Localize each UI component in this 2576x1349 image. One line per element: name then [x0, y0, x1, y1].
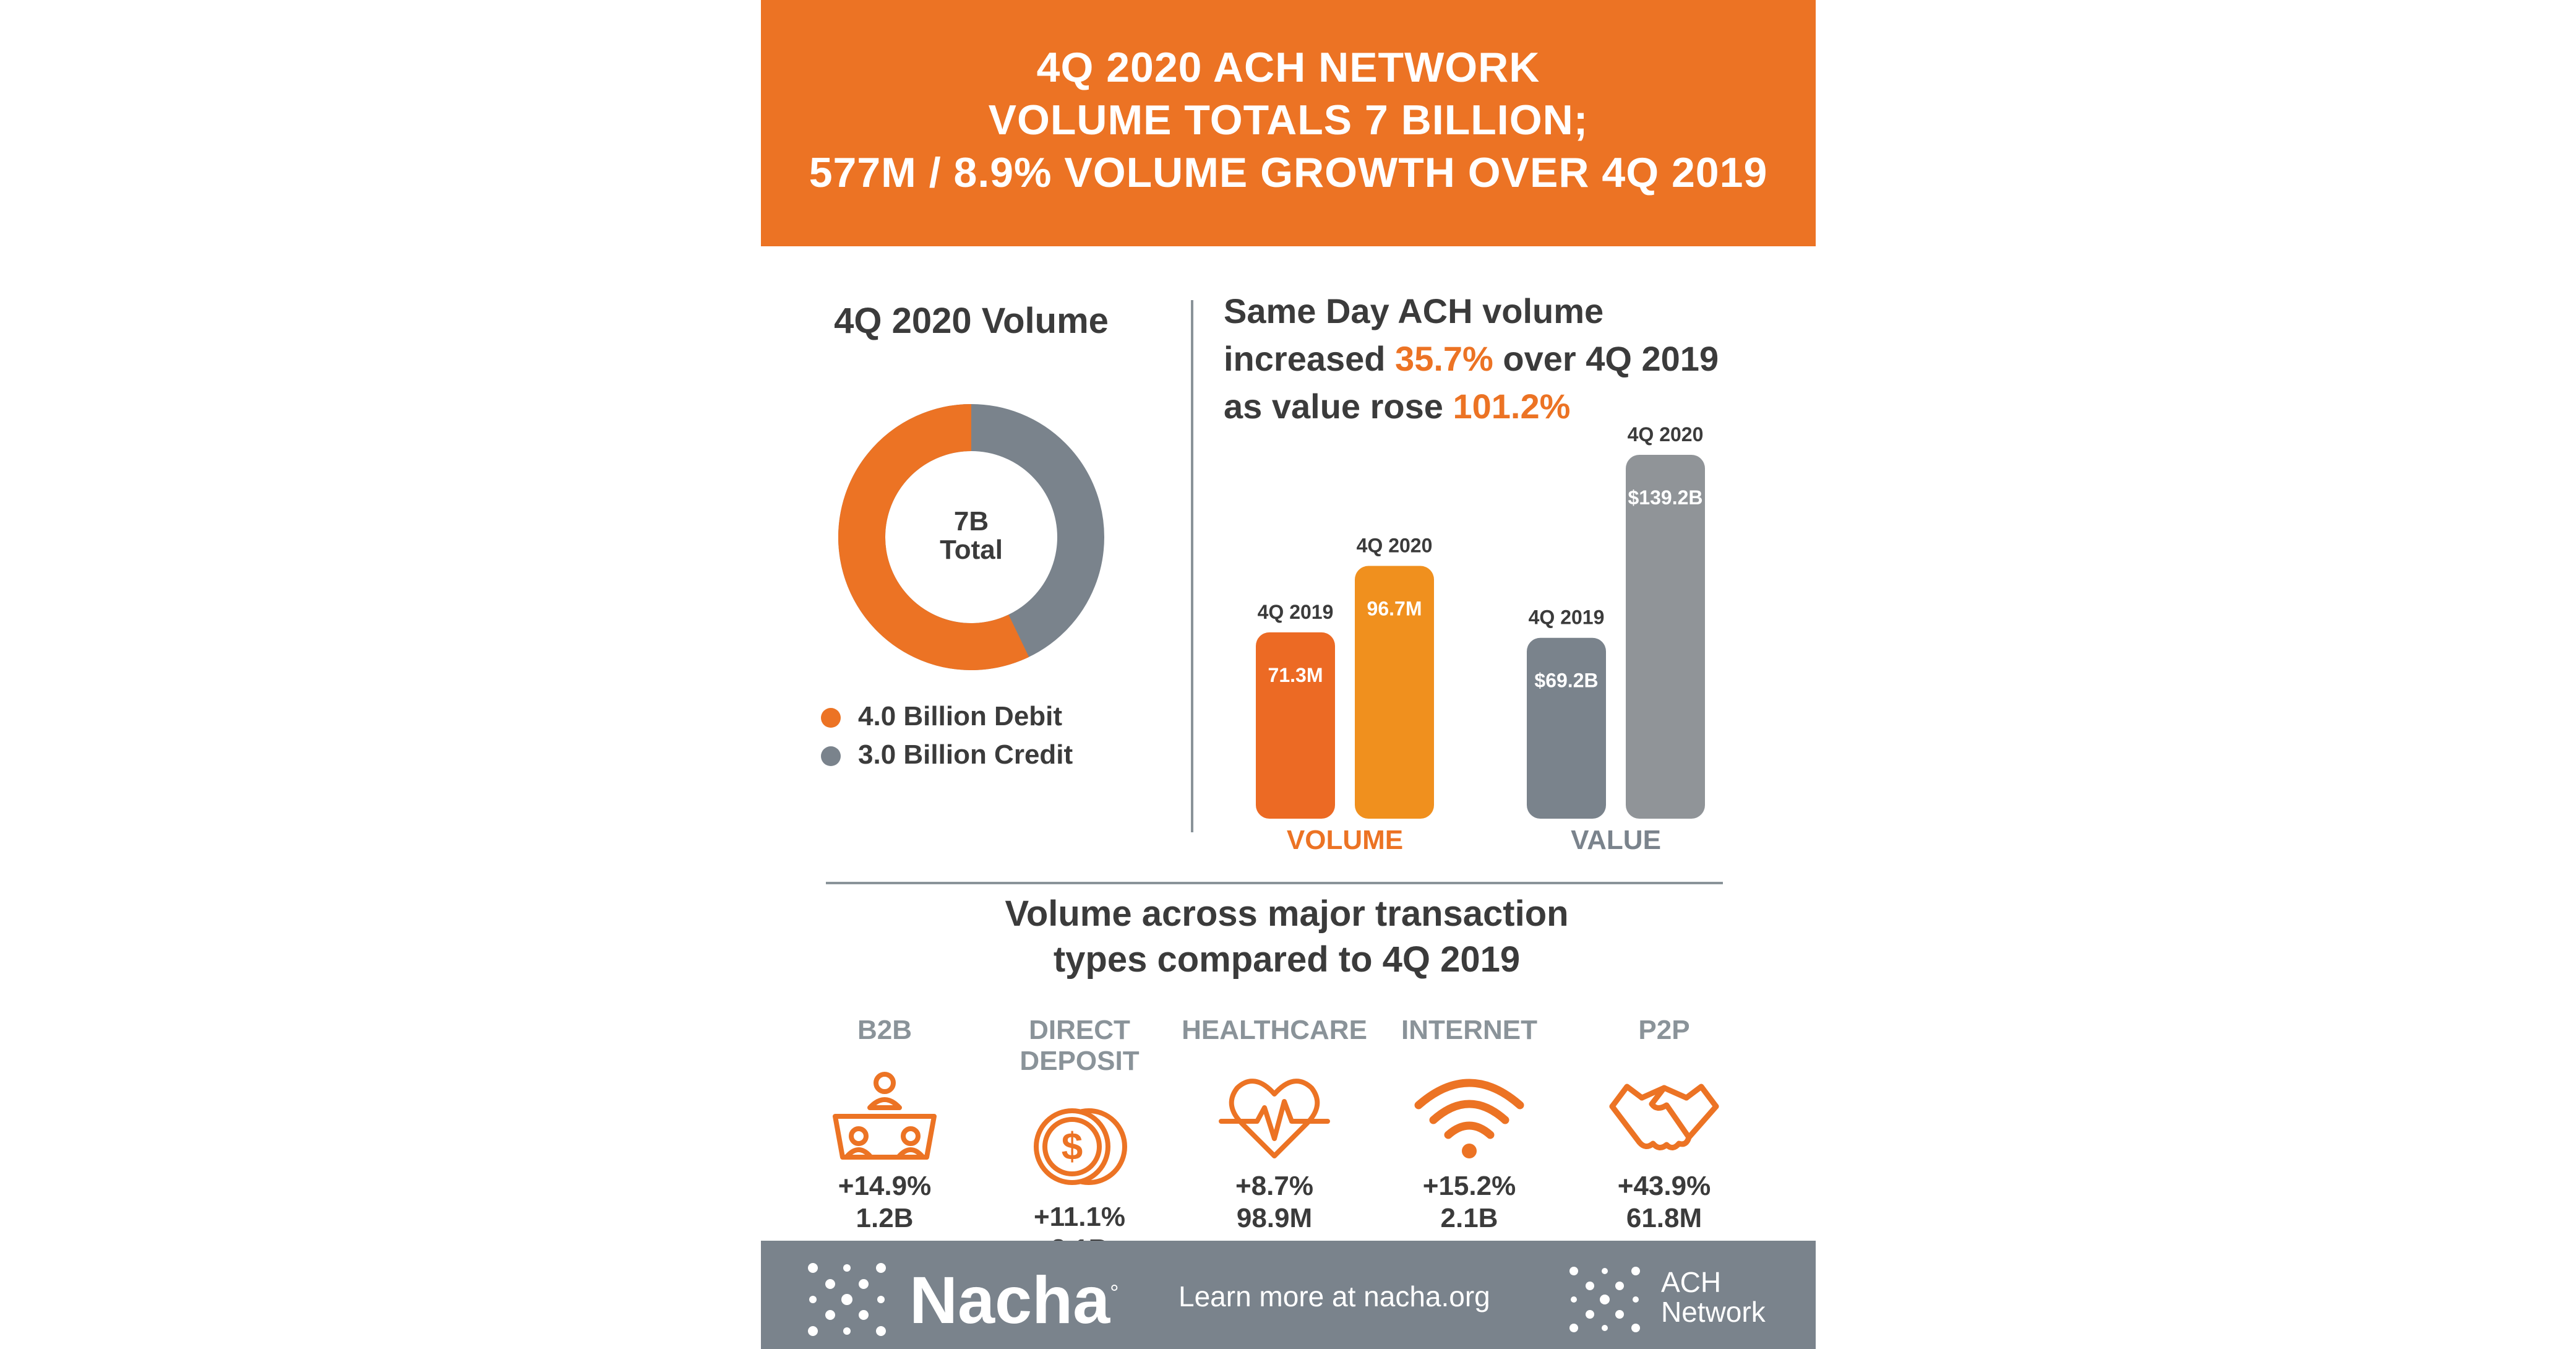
donut-title: 4Q 2020 Volume	[834, 301, 1109, 341]
donut-total-value: 7B	[953, 506, 989, 537]
bar-period-label-value-4q2019: 4Q 2019	[1528, 606, 1605, 629]
type-volume: 61.8M	[1626, 1203, 1702, 1233]
type-internet	[1358, 1015, 1581, 1234]
group-label-value: VALUE	[1571, 825, 1661, 854]
nacha-brand: Nacha	[909, 1262, 1110, 1337]
vertical-divider	[1191, 300, 1193, 832]
legend-dot-credit	[821, 746, 841, 766]
bar-value-4q2020	[1626, 455, 1705, 819]
type-growth: +11.1%	[1033, 1202, 1126, 1232]
group-label-volume: VOLUME	[1286, 825, 1404, 854]
ach-network-line-2: Network	[1661, 1296, 1766, 1328]
type-label: INTERNET	[1401, 1015, 1537, 1045]
type-label: B2B	[857, 1015, 912, 1045]
header-line-1: 4Q 2020 ACH NETWORK	[1036, 44, 1540, 91]
header-line-2: VOLUME TOTALS 7 BILLION;	[988, 97, 1589, 144]
type-label: DIRECT DEPOSIT	[1020, 1015, 1140, 1076]
bar-volume-4q2019	[1256, 632, 1335, 819]
bar-value-4q2019	[1527, 638, 1606, 819]
bar-value-label-volume-4q2020: 96.7M	[1367, 597, 1422, 620]
bar-value-label-value-4q2019: $69.2B	[1534, 669, 1599, 692]
type-volume: 1.2B	[856, 1203, 914, 1233]
same-day-line-2	[1224, 338, 1719, 379]
same-day-line-3-pre: as value rose	[1224, 387, 1453, 426]
handshake-icon	[1608, 1069, 1720, 1162]
nacha-brand-mark: °	[1110, 1280, 1119, 1305]
legend-label-credit: 3.0 Billion Credit	[858, 739, 1073, 770]
type-direct-deposit	[968, 1015, 1191, 1265]
same-day-line-1: Same Day ACH volume	[1224, 291, 1604, 330]
type-b2b	[773, 1015, 996, 1234]
bar-period-label-value-4q2020: 4Q 2020	[1627, 423, 1704, 446]
same-day-line-2-post: over 4Q 2019	[1493, 339, 1719, 378]
types-title-line-2: types compared to 4Q 2019	[1053, 939, 1521, 980]
nacha-logo-icon	[804, 1259, 891, 1340]
heartbeat-icon	[1219, 1069, 1330, 1162]
nacha-wordmark	[909, 1261, 1119, 1338]
bar-value-label-value-4q2020: $139.2B	[1628, 486, 1703, 509]
header-banner	[761, 0, 1816, 246]
bar-value-label-volume-4q2019: 71.3M	[1268, 663, 1323, 686]
same-day-value-growth: 101.2%	[1453, 387, 1571, 426]
svg-text:$: $	[1061, 1126, 1083, 1168]
donut-center-label	[885, 507, 1058, 564]
type-label: HEALTHCARE	[1182, 1015, 1367, 1045]
legend-item-credit	[821, 739, 1073, 770]
ach-network-logo-icon	[1565, 1262, 1646, 1337]
same-day-line-2-pre: increased	[1224, 339, 1396, 378]
legend-item-debit	[821, 701, 1062, 732]
header-line-3: 577M / 8.9% VOLUME GROWTH OVER 4Q 2019	[809, 149, 1768, 196]
meeting-icon	[829, 1069, 940, 1162]
type-growth: +8.7%	[1235, 1171, 1313, 1201]
horizontal-divider	[826, 882, 1723, 884]
donut-total-caption: Total	[940, 535, 1003, 565]
type-p2p	[1553, 1015, 1775, 1234]
type-healthcare	[1163, 1015, 1386, 1234]
legend-dot-debit	[821, 708, 841, 728]
type-label: P2P	[1638, 1015, 1690, 1045]
bar-period-label-volume-4q2020: 4Q 2020	[1356, 534, 1433, 557]
type-volume: 98.9M	[1236, 1203, 1313, 1233]
learn-more-link[interactable]: Learn more at nacha.org	[1179, 1280, 1490, 1312]
ach-network-wordmark	[1661, 1267, 1766, 1327]
ach-network-line-1: ACH	[1661, 1266, 1722, 1298]
type-growth: +15.2%	[1422, 1171, 1516, 1201]
bar-period-label-volume-4q2019: 4Q 2019	[1257, 600, 1334, 623]
same-day-bar-chart	[1231, 408, 1726, 854]
type-growth: +43.9%	[1617, 1171, 1711, 1201]
types-title-line-1: Volume across major transaction	[1005, 894, 1569, 934]
wifi-icon	[1414, 1069, 1525, 1162]
type-volume: 2.1B	[1440, 1203, 1498, 1233]
type-growth: +14.9%	[838, 1171, 932, 1201]
same-day-volume-growth: 35.7%	[1395, 339, 1493, 378]
legend-label-debit: 4.0 Billion Debit	[858, 701, 1063, 731]
dollar-coin-icon	[1024, 1100, 1135, 1193]
